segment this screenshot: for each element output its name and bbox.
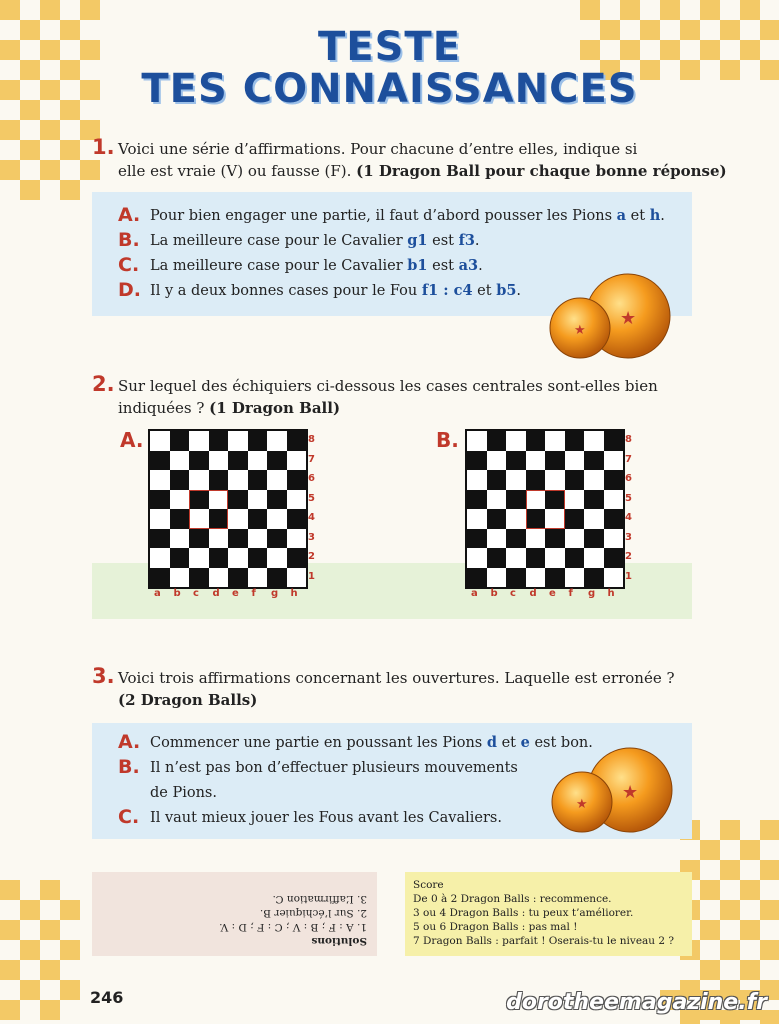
board-square bbox=[506, 509, 526, 529]
board-square bbox=[209, 548, 229, 568]
question-1-text: Voici une série d’affirmations. Pour chacune d’entre elles, indique si elle est vraie (V) ou fausse (F). (1 Dragon Ball pour chaque bonne réponse) bbox=[118, 140, 727, 180]
option-letter: B. bbox=[118, 756, 140, 778]
board-square bbox=[248, 568, 268, 588]
option-text: de Pions. bbox=[150, 785, 217, 801]
board-square bbox=[565, 568, 585, 588]
option-text: Commencer une partie en poussant les Pions d et e est bon. bbox=[150, 734, 593, 751]
board-square bbox=[487, 431, 507, 451]
rank-label: 3 bbox=[625, 531, 632, 543]
board-square bbox=[209, 529, 229, 549]
board-square bbox=[170, 451, 190, 471]
svg-text:★: ★ bbox=[574, 323, 586, 338]
question-2-number: 2. bbox=[92, 372, 115, 396]
board-square bbox=[467, 431, 487, 451]
board-square bbox=[150, 548, 170, 568]
board-square bbox=[584, 548, 604, 568]
board-square bbox=[267, 431, 287, 451]
board-square bbox=[487, 548, 507, 568]
solution-line: 2. Sur l’échiquier B. bbox=[259, 907, 367, 919]
rank-label: 6 bbox=[308, 473, 315, 484]
board-square bbox=[287, 431, 307, 451]
board-square bbox=[248, 451, 268, 471]
rank-label: 7 bbox=[625, 453, 632, 465]
board-square bbox=[287, 568, 307, 588]
board-square bbox=[565, 470, 585, 490]
board-square bbox=[467, 509, 487, 529]
board-square bbox=[267, 451, 287, 471]
board-square bbox=[267, 490, 287, 510]
board-square bbox=[228, 451, 248, 471]
board-square bbox=[228, 548, 248, 568]
rank-label: 2 bbox=[625, 551, 632, 562]
file-label: d bbox=[529, 588, 537, 599]
board-square bbox=[287, 490, 307, 510]
board-square bbox=[170, 509, 190, 529]
board-square bbox=[287, 548, 307, 568]
board-square bbox=[150, 431, 170, 451]
score-title: Score bbox=[413, 879, 444, 891]
board-square bbox=[150, 490, 170, 510]
board-square bbox=[287, 470, 307, 490]
board-square bbox=[584, 451, 604, 471]
option-text: La meilleure case pour le Cavalier g1 est f3. bbox=[150, 232, 480, 249]
board-square bbox=[467, 529, 487, 549]
score-line: De 0 à 2 Dragon Balls : recommence. bbox=[413, 893, 612, 905]
board-square bbox=[267, 548, 287, 568]
file-label: b bbox=[490, 588, 498, 599]
board-square bbox=[565, 509, 585, 529]
board-square bbox=[170, 568, 190, 588]
rank-label: 2 bbox=[308, 551, 315, 562]
file-label: g bbox=[588, 588, 596, 599]
board-square bbox=[604, 470, 624, 490]
board-square bbox=[526, 470, 546, 490]
page-number: 246 bbox=[90, 988, 124, 1007]
question-3-number: 3. bbox=[92, 664, 115, 688]
board-square bbox=[526, 529, 546, 549]
board-square bbox=[248, 509, 268, 529]
file-label: a bbox=[471, 588, 478, 599]
board-square bbox=[150, 529, 170, 549]
board-square bbox=[170, 431, 190, 451]
option-letter: A. bbox=[118, 731, 141, 753]
board-square bbox=[228, 509, 248, 529]
board-square bbox=[467, 568, 487, 588]
file-label: a bbox=[154, 588, 161, 599]
dragon-ball-icon bbox=[550, 744, 680, 836]
score-box bbox=[405, 872, 692, 956]
board-square bbox=[228, 431, 248, 451]
board-square bbox=[584, 509, 604, 529]
file-label: c bbox=[510, 588, 516, 599]
option-letter: A. bbox=[118, 204, 141, 226]
solution-line: 1. A : F ; B : V ; C : F ; D : V. bbox=[219, 921, 367, 933]
board-square bbox=[584, 490, 604, 510]
board-square bbox=[209, 451, 229, 471]
solutions-title: Solutions bbox=[311, 935, 367, 947]
rank-label: 5 bbox=[625, 492, 632, 504]
board-square bbox=[487, 568, 507, 588]
board-square bbox=[604, 490, 624, 510]
board-square bbox=[170, 529, 190, 549]
option-text: Il n’est pas bon d’effectuer plusieurs mouvements bbox=[150, 760, 518, 776]
board-square bbox=[170, 490, 190, 510]
file-label: f bbox=[568, 588, 573, 599]
board-square bbox=[267, 529, 287, 549]
chessboard-a[interactable] bbox=[148, 429, 308, 589]
svg-text:★: ★ bbox=[620, 308, 637, 329]
board-square bbox=[604, 568, 624, 588]
option-letter: D. bbox=[118, 279, 141, 301]
board-square bbox=[487, 451, 507, 471]
board-square bbox=[506, 529, 526, 549]
chessboard-b[interactable] bbox=[465, 429, 625, 589]
highlighted-center-squares bbox=[526, 490, 565, 529]
rank-label: 4 bbox=[625, 512, 632, 523]
board-square bbox=[604, 548, 624, 568]
board-square bbox=[287, 509, 307, 529]
board-square bbox=[506, 451, 526, 471]
board-square bbox=[604, 431, 624, 451]
file-label: e bbox=[549, 588, 556, 599]
solutions-box bbox=[92, 872, 377, 956]
board-a-label: A. bbox=[120, 428, 144, 452]
page-title-line1: TESTE bbox=[317, 24, 462, 70]
board-square bbox=[228, 470, 248, 490]
board-square bbox=[248, 529, 268, 549]
board-square bbox=[287, 529, 307, 549]
score-line: 3 ou 4 Dragon Balls : tu peux t’améliorer. bbox=[413, 907, 634, 919]
board-square bbox=[189, 470, 209, 490]
score-line: 7 Dragon Balls : parfait ! Oserais-tu le niveau 2 ? bbox=[413, 935, 675, 947]
board-square bbox=[228, 568, 248, 588]
board-square bbox=[209, 431, 229, 451]
question-1-number: 1. bbox=[92, 135, 115, 159]
rank-label: 1 bbox=[625, 570, 632, 582]
page-title-line2: TES CONNAISSANCES bbox=[141, 66, 638, 112]
board-square bbox=[189, 548, 209, 568]
board-square bbox=[506, 431, 526, 451]
option-letter: C. bbox=[118, 806, 140, 828]
board-square bbox=[150, 470, 170, 490]
board-square bbox=[604, 509, 624, 529]
file-label: c bbox=[193, 588, 199, 599]
rank-label: 5 bbox=[308, 492, 315, 504]
rank-label: 6 bbox=[625, 473, 632, 484]
question-3-text: Voici trois affirmations concernant les ouvertures. Laquelle est erronée ? (2 Dragon Balls) bbox=[118, 669, 675, 709]
board-square bbox=[526, 568, 546, 588]
board-square bbox=[506, 470, 526, 490]
board-square bbox=[506, 490, 526, 510]
board-square bbox=[150, 509, 170, 529]
board-b-label: B. bbox=[436, 428, 459, 452]
board-square bbox=[487, 490, 507, 510]
board-square bbox=[565, 548, 585, 568]
board-square bbox=[526, 451, 546, 471]
score-line: 5 ou 6 Dragon Balls : pas mal ! bbox=[413, 921, 578, 933]
board-square bbox=[267, 568, 287, 588]
board-square bbox=[584, 568, 604, 588]
rank-label: 8 bbox=[625, 434, 632, 445]
board-square bbox=[584, 529, 604, 549]
board-square bbox=[209, 568, 229, 588]
board-square bbox=[565, 529, 585, 549]
board-square bbox=[248, 548, 268, 568]
board-square bbox=[506, 568, 526, 588]
file-label: f bbox=[251, 588, 256, 599]
board-square bbox=[545, 529, 565, 549]
board-square bbox=[487, 470, 507, 490]
board-square bbox=[565, 490, 585, 510]
board-square bbox=[170, 548, 190, 568]
board-square bbox=[248, 431, 268, 451]
board-square bbox=[545, 470, 565, 490]
board-square bbox=[228, 490, 248, 510]
board-square bbox=[150, 451, 170, 471]
rank-label: 3 bbox=[308, 531, 315, 543]
board-square bbox=[565, 451, 585, 471]
board-square bbox=[209, 470, 229, 490]
rank-label: 7 bbox=[308, 453, 315, 465]
board-square bbox=[584, 431, 604, 451]
board-square bbox=[467, 470, 487, 490]
board-square bbox=[189, 568, 209, 588]
option-letter: C. bbox=[118, 254, 140, 276]
board-square bbox=[467, 548, 487, 568]
option-text: Il vaut mieux jouer les Fous avant les Cavaliers. bbox=[150, 810, 502, 826]
file-label: b bbox=[173, 588, 181, 599]
board-square bbox=[267, 509, 287, 529]
board-square bbox=[487, 529, 507, 549]
board-square bbox=[487, 509, 507, 529]
board-square bbox=[287, 451, 307, 471]
dragon-ball-icon bbox=[548, 270, 678, 362]
board-square bbox=[467, 451, 487, 471]
rank-label: 8 bbox=[308, 434, 315, 445]
file-label: e bbox=[232, 588, 239, 599]
board-square bbox=[248, 490, 268, 510]
board-square bbox=[189, 451, 209, 471]
board-square bbox=[267, 470, 287, 490]
svg-text:★: ★ bbox=[622, 782, 639, 803]
board-square bbox=[248, 470, 268, 490]
board-square bbox=[526, 431, 546, 451]
rank-label: 1 bbox=[308, 570, 315, 582]
option-text: Il y a deux bonnes cases pour le Fou f1 : c4 et b5. bbox=[150, 282, 522, 299]
question-2-text: Sur lequel des échiquiers ci-dessous les cases centrales sont-elles bien indiquées ? (1 Dragon Ball) bbox=[118, 377, 658, 417]
board-square bbox=[189, 431, 209, 451]
board-square bbox=[604, 451, 624, 471]
file-label: h bbox=[290, 588, 298, 599]
board-square bbox=[150, 568, 170, 588]
option-text: La meilleure case pour le Cavalier b1 est a3. bbox=[150, 257, 483, 274]
board-square bbox=[506, 548, 526, 568]
board-square bbox=[228, 529, 248, 549]
board-square bbox=[189, 529, 209, 549]
highlighted-center-squares bbox=[189, 490, 228, 529]
board-square bbox=[604, 529, 624, 549]
board-square bbox=[526, 548, 546, 568]
solution-line: 3. L’affirmation C. bbox=[272, 893, 367, 905]
file-label: d bbox=[212, 588, 220, 599]
board-square bbox=[565, 431, 585, 451]
board-square bbox=[545, 451, 565, 471]
option-text: Pour bien engager une partie, il faut d’abord pousser les Pions a et h. bbox=[150, 207, 665, 224]
svg-text:★: ★ bbox=[576, 797, 588, 812]
board-square bbox=[545, 568, 565, 588]
option-letter: B. bbox=[118, 229, 140, 251]
rank-label: 4 bbox=[308, 512, 315, 523]
board-square bbox=[584, 470, 604, 490]
file-label: h bbox=[607, 588, 615, 599]
file-label: g bbox=[271, 588, 279, 599]
board-square bbox=[545, 431, 565, 451]
board-square bbox=[170, 470, 190, 490]
board-square bbox=[545, 548, 565, 568]
watermark: dorotheemagazine.fr bbox=[506, 990, 767, 1015]
board-square bbox=[467, 490, 487, 510]
